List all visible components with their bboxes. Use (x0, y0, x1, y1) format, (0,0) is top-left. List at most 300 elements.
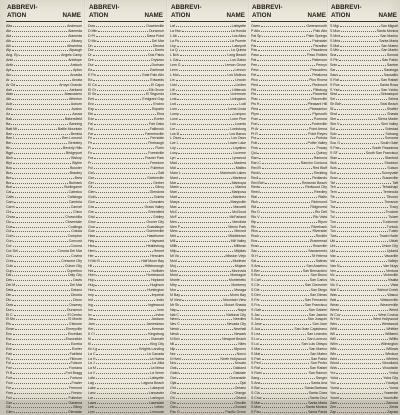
leader-dots (12, 293, 70, 296)
abbreviation: Zen (330, 405, 337, 410)
place-name: Encinitas (67, 332, 82, 337)
leader-dots (176, 239, 229, 242)
abbreviation: Ram (251, 156, 259, 161)
leader-dots (97, 39, 150, 42)
leader-dots (177, 381, 239, 384)
abbreviation-column (88, 3, 164, 415)
place-name: North Hollywood (220, 356, 246, 361)
abbreviation-column (170, 3, 246, 415)
place-name: Homewood (146, 273, 164, 278)
place-name: La Canada (146, 351, 164, 356)
abbreviation: Whit (330, 327, 337, 332)
leader-dots (341, 39, 378, 42)
place-name: San Rafael (380, 77, 398, 82)
leader-dots (11, 122, 68, 125)
leader-dots (261, 317, 307, 320)
leader-dots (339, 73, 383, 76)
abbreviation: Laws (88, 400, 97, 405)
place-name: Rancho Cordova (300, 160, 327, 165)
leader-dots (95, 239, 149, 242)
abbreviation: Ing (88, 302, 93, 307)
leader-dots (261, 386, 304, 389)
abbreviation: S Bar (251, 385, 260, 390)
place-name: Dinuba (70, 292, 82, 297)
place-name: Tustin (388, 229, 398, 234)
abbreviation: S Ber (251, 268, 260, 273)
abbreviation: Merc (170, 229, 178, 234)
place-name: Mill Valley (230, 239, 246, 244)
leader-dots (19, 53, 60, 56)
leader-dots (13, 396, 68, 399)
abbreviation: Riv (251, 224, 257, 229)
leader-dots (262, 308, 308, 311)
abbreviation: Grov (88, 219, 96, 224)
abbreviation: Yre (330, 371, 336, 376)
place-name: Tuolumne (382, 219, 398, 224)
place-name: Vacaville (384, 253, 398, 258)
abbreviation: Loy (170, 146, 176, 151)
leader-dots (257, 136, 315, 139)
leader-dots (257, 259, 315, 262)
leader-dots (13, 225, 67, 228)
place-name: Goleta (153, 195, 164, 200)
abbreviation: Chow (6, 214, 15, 219)
abbreviation: Ash (6, 87, 13, 92)
leader-dots (257, 225, 310, 228)
leader-dots (337, 381, 385, 384)
leader-dots (260, 337, 306, 340)
leader-dots (261, 327, 293, 330)
abbreviation: S Carl (251, 278, 261, 283)
place-name: Lynwood (232, 156, 246, 161)
place-name: Nipomo (233, 346, 246, 351)
place-name: East Palo Alto (142, 72, 164, 77)
name-header: NAME (62, 12, 81, 19)
place-name: San Marino (309, 346, 327, 351)
leader-dots (262, 166, 312, 169)
abbreviation: L Bch (170, 53, 179, 58)
abbreviation: Tul (330, 214, 335, 219)
abbreviation: Saus (330, 72, 338, 77)
place-name: Norco (236, 351, 246, 356)
place-name: Hawthorne (147, 234, 164, 239)
place-name: Orland (235, 395, 246, 400)
abbreviation: Jam (88, 322, 95, 327)
leader-dots (336, 97, 387, 100)
leader-dots (13, 161, 72, 164)
abbreviation: Lafa (88, 376, 95, 381)
place-name: Oakland (232, 366, 246, 371)
abbreviation: Far (88, 131, 94, 136)
place-name: Los Osos (231, 136, 246, 141)
abbreviation: Tib (330, 195, 335, 200)
place-name: Orange (234, 390, 246, 395)
leader-dots (259, 97, 310, 100)
abbreviation: Zam (330, 400, 338, 405)
place-name: South San Francisco (365, 151, 398, 156)
abbreviation-header (331, 4, 365, 20)
abbreviation: Vic (330, 273, 335, 278)
leader-dots (94, 112, 156, 115)
place-name: Emigrant Gap (142, 97, 164, 102)
leader-dots (93, 136, 149, 139)
place-name: Loma Linda (227, 107, 246, 112)
leader-dots (96, 225, 146, 228)
abbreviation: Fai (88, 121, 93, 126)
leader-dots (259, 200, 310, 203)
place-name: Fair Oaks (148, 121, 164, 126)
leader-dots (19, 249, 56, 252)
leader-dots (12, 190, 67, 193)
leader-dots (336, 127, 384, 130)
abbreviation: Ki (88, 341, 92, 346)
abbreviation: Fo (88, 151, 93, 156)
leader-dots (177, 122, 234, 125)
place-name: Livermore (230, 92, 246, 97)
leader-dots (179, 48, 230, 51)
leader-dots (181, 337, 222, 340)
leader-dots (16, 283, 69, 286)
abbreviation: Gold (88, 195, 96, 200)
abbreviation: Pat (251, 58, 257, 63)
abbreviation: Dow (88, 24, 96, 28)
leader-dots (16, 205, 70, 208)
place-name: Moraga (234, 288, 246, 293)
leader-dots (261, 24, 305, 27)
abbreviation: Suis (330, 165, 337, 170)
leader-dots (177, 166, 235, 169)
place-name: Healdsburg (146, 244, 164, 249)
abbreviation: Batt Mt (6, 126, 18, 131)
abbreviation: Wat (330, 297, 337, 302)
place-name: Madera (234, 160, 246, 165)
leader-dots (181, 278, 228, 281)
place-name: Lucerne (233, 151, 246, 156)
abbreviation: La Pu (170, 38, 180, 43)
abbreviation: Culv (6, 263, 13, 268)
abbreviation: Val (330, 258, 335, 263)
place-name: Colusa (71, 229, 82, 234)
abbreviation-header-line1: ABBREVI- (331, 4, 362, 11)
abbreviation: S Pln (330, 58, 339, 63)
abbreviation: Ion (88, 307, 93, 312)
place-name: Fallbrook (149, 126, 164, 131)
leader-dots (338, 166, 387, 169)
place-name: San Clemente (304, 283, 327, 288)
leader-dots (178, 244, 233, 247)
leader-dots (14, 200, 67, 203)
leader-dots (12, 386, 68, 389)
abbreviation: S Dim (251, 292, 261, 297)
abbreviation: Fre (6, 385, 12, 390)
abbreviation: Emi (88, 97, 95, 102)
abbreviation: Mont (170, 273, 178, 278)
abbreviation: Dela (6, 288, 14, 293)
abbreviation: Ar Gd (6, 82, 16, 87)
abbreviation: M Bay (170, 292, 180, 297)
place-name: Arcadia (70, 72, 82, 77)
leader-dots (94, 269, 150, 272)
abbreviation: Mid (170, 234, 176, 239)
leader-dots (259, 254, 311, 257)
abbreviation: M View (170, 297, 182, 302)
leader-dots (14, 391, 70, 394)
place-name: Inglewood (148, 302, 164, 307)
leader-dots (95, 254, 150, 257)
abbreviation: Moj (170, 263, 176, 268)
abbreviation: Solv (330, 131, 337, 136)
abbreviation: Sac (251, 248, 258, 253)
abbreviation: Antn (6, 58, 14, 63)
leader-dots (12, 298, 72, 301)
leader-dots (101, 259, 140, 262)
place-name: Monrovia (231, 268, 246, 273)
place-name: Laguna Beach (141, 381, 164, 386)
abbreviation: Fres (6, 390, 13, 395)
place-name: San Juan Capistrano (294, 327, 327, 332)
leader-dots (13, 352, 69, 355)
leader-dots (178, 220, 232, 223)
leader-dots (339, 176, 381, 179)
leader-dots (176, 88, 232, 91)
place-name: Ontario (234, 385, 246, 390)
leader-dots (259, 117, 313, 120)
place-name: Seal Beach (380, 102, 398, 107)
abbreviation: Redw (251, 185, 260, 190)
leader-dots (342, 102, 379, 105)
leader-dots (257, 39, 311, 42)
abbreviation: S Raf (251, 366, 260, 371)
abbreviation: Pal (251, 38, 257, 43)
leader-dots (337, 269, 385, 272)
place-name: Santa Rosa (379, 82, 398, 87)
place-name: San Pedro (310, 361, 327, 366)
place-name: Shafter (386, 107, 398, 112)
leader-dots (336, 259, 387, 262)
abbreviation: Pesc (251, 68, 259, 73)
abbreviation: Esp (88, 107, 95, 112)
place-name: Palm Springs (306, 33, 327, 38)
abbreviation: Rivs (251, 229, 258, 234)
leader-dots (340, 288, 376, 291)
leader-dots (260, 68, 309, 71)
place-name: Calexico (68, 190, 82, 195)
place-name: Niles (238, 341, 246, 346)
abbreviation: Clo (6, 219, 12, 224)
abbreviation: Gue (88, 229, 95, 234)
place-name: Tehachapi (382, 185, 398, 190)
place-name: Azusa (72, 112, 82, 117)
abbreviation: Lkp (170, 43, 176, 48)
place-name: Lordsburg (230, 126, 246, 131)
place-name: La Quinta (230, 48, 246, 53)
place-name: Redlands (312, 175, 327, 180)
place-name: Paso Robles (307, 53, 327, 58)
leader-dots (182, 298, 222, 301)
place-name: Jackson (151, 317, 164, 322)
place-name: La Jolla (152, 361, 164, 366)
leader-dots (96, 234, 146, 237)
leader-dots (263, 322, 312, 325)
place-name: Dixon (73, 297, 82, 302)
leader-dots (261, 332, 306, 335)
leader-dots (337, 229, 388, 232)
abbreviation: Hom (88, 273, 96, 278)
abbreviation: Ar (6, 77, 10, 82)
place-name: Auburn (70, 102, 82, 107)
place-name: Alameda (68, 33, 82, 38)
place-name: Zenia (389, 405, 398, 410)
abbreviation: Fil (6, 356, 10, 361)
leader-dots (93, 53, 147, 56)
place-name: Ben Lomond (62, 136, 82, 141)
leader-dots (260, 234, 315, 237)
abbreviation: Pla (251, 92, 257, 97)
leader-dots (12, 44, 66, 47)
place-name: Antelope (68, 58, 82, 63)
abbreviation: Hea (88, 244, 95, 249)
place-name: Santa Paula (307, 410, 327, 415)
column-header (88, 3, 164, 22)
leader-dots (336, 215, 388, 218)
abbreviation: S Cle (251, 283, 260, 288)
abbreviation: Col (6, 229, 12, 234)
place-name: Benicia (70, 131, 82, 136)
abbreviation: Del M (6, 283, 16, 288)
leader-dots (177, 234, 228, 237)
leader-dots (12, 181, 68, 184)
leader-dots (338, 322, 381, 325)
abbreviation: Gar (6, 400, 12, 405)
abbreviation: Carm (6, 204, 15, 209)
leader-dots (341, 83, 379, 86)
leader-dots (13, 107, 70, 110)
abbreviation-header-line2: ATION (7, 12, 27, 19)
leader-dots (177, 97, 229, 100)
leader-dots (338, 156, 384, 159)
name-header: NAME (144, 12, 163, 19)
leader-dots (95, 278, 150, 281)
entry-list (6, 24, 82, 415)
leader-dots (261, 273, 310, 276)
place-name: Plymouth (312, 112, 327, 117)
abbreviation-column (330, 3, 398, 415)
abbreviation: Milp (170, 248, 177, 253)
place-name: Etna (156, 112, 164, 117)
abbreviation: Paso (251, 53, 259, 58)
abbreviation: Rid (251, 204, 257, 209)
place-name: Lafayette (149, 376, 164, 381)
leader-dots (336, 244, 381, 247)
abbreviation: Pt Ar (251, 126, 259, 131)
abbreviation: Blyt (6, 160, 12, 165)
place-name: Lawndale (149, 400, 164, 405)
abbreviation: Bgpt (6, 151, 14, 156)
abbreviation: L Gat (170, 58, 179, 63)
leader-dots (261, 215, 313, 218)
place-name: Williams (385, 332, 398, 337)
abbreviation: Wal C (330, 288, 340, 293)
place-name: Los Gatos (230, 58, 246, 63)
abbreviation: Tem (330, 190, 337, 195)
abbreviation: S Ros (330, 82, 340, 87)
place-name: Mammoth Lakes (220, 170, 246, 175)
leader-dots (177, 264, 234, 267)
abbreviation: Fr (88, 160, 92, 165)
place-name: Ione (157, 307, 164, 312)
leader-dots (176, 396, 235, 399)
leader-dots (259, 78, 308, 81)
abbreviation: Ang. Ep (6, 53, 19, 58)
place-name: South Gate (380, 141, 398, 146)
leader-dots (12, 73, 69, 76)
leader-dots (261, 391, 308, 394)
abbreviation: L Mol (170, 72, 179, 77)
abbreviation: Alta (6, 24, 12, 28)
abbreviation-header-line2: ATION (89, 12, 109, 19)
place-name: Yuba City (383, 376, 398, 381)
leader-dots (14, 259, 60, 262)
place-name: Pleasanton (309, 107, 327, 112)
abbreviation: St H (251, 253, 258, 258)
place-name: Portola (315, 136, 327, 141)
leader-dots (180, 254, 225, 257)
leader-dots (340, 361, 381, 364)
place-name: Tracy (389, 204, 398, 209)
abbreviation: S Raf (330, 77, 339, 82)
abbreviation: Gal (88, 170, 94, 175)
abbreviation: Redl (251, 175, 259, 180)
place-name: Ventura (385, 268, 398, 273)
place-name: Truckee (385, 209, 398, 214)
leader-dots (177, 361, 234, 364)
abbreviation: Tuo (330, 219, 336, 224)
leader-dots (96, 195, 152, 198)
place-name: Fowler (71, 381, 82, 386)
abbreviation: S Ram (251, 371, 262, 376)
place-name: Willits (388, 337, 398, 341)
abbreviation: Sal (251, 258, 257, 263)
abbreviation: Rip (251, 219, 257, 224)
place-name: Owensmouth (306, 24, 327, 28)
abbreviation: Max (170, 204, 177, 209)
abbreviation: Zap (330, 410, 337, 415)
leader-dots (176, 127, 229, 130)
abbreviation: Men P (170, 224, 181, 229)
leader-dots (98, 347, 138, 350)
leader-dots (14, 264, 64, 267)
leader-dots (341, 141, 379, 144)
place-name: Fullerton (68, 395, 82, 400)
leader-dots (178, 107, 227, 110)
place-name: Rio Dell (314, 209, 327, 214)
leader-dots (261, 366, 309, 369)
abbreviation: S Mnd (330, 33, 341, 38)
abbreviation: El C (6, 312, 13, 317)
abbreviation: S Pab (251, 356, 261, 361)
place-name: San Anselmo (306, 263, 327, 268)
place-name: National City (226, 312, 246, 317)
abbreviation: K Ci (88, 332, 95, 337)
abbreviation: Mart (170, 195, 177, 200)
place-name: Culver City (64, 263, 82, 268)
abbreviation: Was (330, 292, 337, 297)
abbreviation: Orl (170, 395, 175, 400)
abbreviation: Lake (88, 385, 96, 390)
abbreviation: Com (6, 234, 14, 239)
leader-dots (12, 48, 68, 51)
place-name: Pescadero (310, 68, 327, 73)
